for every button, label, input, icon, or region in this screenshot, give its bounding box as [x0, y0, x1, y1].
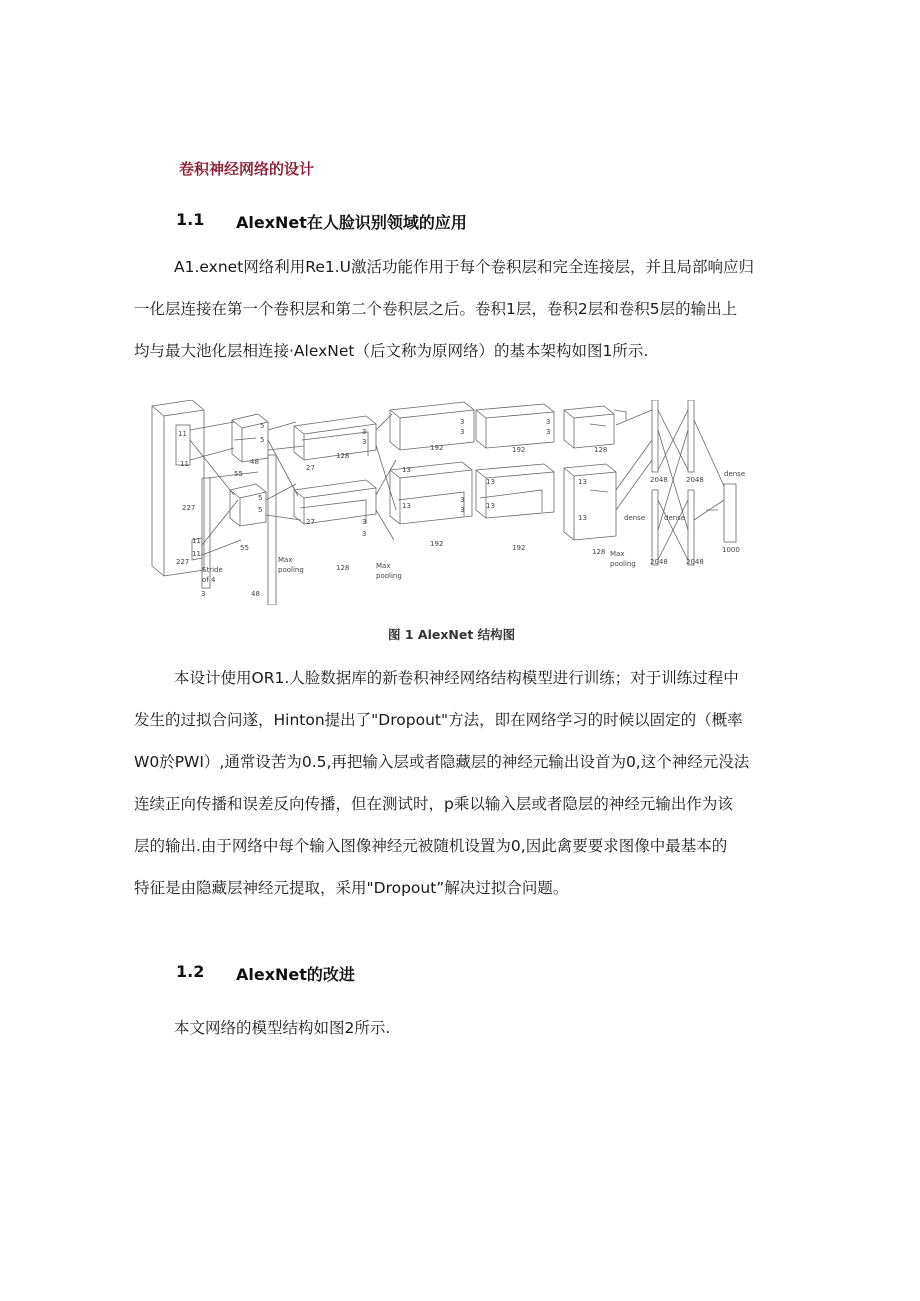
- paragraph-line: 均与最大池化层相连接·AlexNet（后文称为原网络）的基本架构如图1所示.: [134, 342, 649, 360]
- figure-label: 227: [182, 504, 196, 512]
- paragraph-line: 连续正向传播和误差反向传播，但在测试时，p乘以输入层或者隐层的神经元输出作为该: [134, 795, 733, 813]
- figure-label: 3: [460, 428, 465, 436]
- figure-label: 1000: [722, 546, 740, 554]
- alexnet-architecture-figure: [146, 400, 756, 605]
- figure-label: 13: [402, 502, 411, 510]
- figure-label: 48: [250, 458, 259, 466]
- figure-label: 2048: [650, 476, 668, 484]
- figure-label: 3: [460, 418, 465, 426]
- paragraph-line: 本文网络的模型结构如图2所示.: [174, 1019, 391, 1037]
- figure-label: Max: [278, 556, 293, 564]
- figure-label: 5: [260, 436, 265, 444]
- figure-1-caption: 图 1 AlexNet 结构图: [388, 627, 516, 642]
- figure-label: 3: [546, 428, 551, 436]
- figure-label: 5: [258, 506, 263, 514]
- figure-label: 11: [192, 537, 201, 545]
- figure-label: 192: [512, 544, 526, 552]
- figure-label: 227: [176, 558, 190, 566]
- figure-label: 192: [430, 540, 444, 548]
- figure-label: 3: [362, 518, 367, 526]
- figure-label: 3: [546, 418, 551, 426]
- figure-label: Max: [610, 550, 625, 558]
- figure-label: 5: [258, 494, 263, 502]
- section-title: AlexNet的改进: [236, 965, 355, 984]
- figure-label: Max: [376, 562, 391, 570]
- paragraph-line: W0於PWI）,通常设苦为0.5,再把输入层或者隐藏层的神经元输出设首为0,这个神经元没法: [134, 753, 750, 771]
- paragraph-line: A1.exnet网络利用Re1.U激活功能作用于每个卷积层和完全连接层，并且局部响应归: [174, 258, 755, 276]
- figure-label: 27: [306, 518, 315, 526]
- figure-label: dense: [664, 514, 686, 522]
- figure-label: 27: [306, 464, 315, 472]
- paragraph-line: 发生的过拟合问遂，Hinton提出了"Dropout"方法，即在网络学习的时候以固定的（概率: [134, 711, 743, 729]
- figure-label: 192: [430, 444, 444, 452]
- figure-label: of 4: [202, 576, 216, 584]
- paragraph-3: [134, 1007, 790, 1049]
- figure-label: 48: [251, 590, 260, 598]
- figure-label: 3: [362, 428, 367, 436]
- figure-label: 55: [234, 470, 243, 478]
- paragraph-2: [134, 657, 790, 909]
- chapter-title: 卷积神经网络的设计: [179, 160, 315, 178]
- figure-label: dense: [724, 470, 746, 478]
- figure-label: pooling: [278, 566, 304, 574]
- figure-label: 13: [578, 478, 587, 486]
- figure-label: 192: [512, 446, 526, 454]
- figure-label: 11: [178, 430, 187, 438]
- figure-label: 13: [486, 502, 495, 510]
- figure-label: pooling: [610, 560, 636, 568]
- figure-label: 128: [336, 564, 350, 572]
- section-number: 1.2: [176, 962, 205, 981]
- paragraph-line: 特征是由隐藏层神经元提取，采用"Dropout”解决过拟合问题。: [134, 879, 569, 897]
- figure-label: 11: [180, 460, 189, 468]
- figure-label: 3: [362, 530, 367, 538]
- figure-label: 128: [594, 446, 608, 454]
- figure-label: 3: [362, 438, 367, 446]
- figure-label: 55: [240, 544, 249, 552]
- section-title: AlexNet在人脸识别领域的应用: [236, 213, 467, 232]
- figure-label: 11: [192, 550, 201, 558]
- figure-label: 3: [460, 496, 465, 504]
- figure-label: 3: [201, 590, 206, 598]
- figure-label: 2048: [686, 558, 704, 566]
- paragraph-1: [134, 246, 790, 372]
- figure-label: 2048: [650, 558, 668, 566]
- figure-label: Stride: [202, 566, 223, 574]
- figure-label: dense: [624, 514, 646, 522]
- figure-label: 13: [578, 514, 587, 522]
- paragraph-line: 本设计使用OR1.人脸数据库的新卷积神经网络结构模型进行训练；对于训练过程中: [174, 669, 739, 687]
- paragraph-line: 层的输出.由于网络中每个输入图像神经元被随机设置为0,因此禽要要求图像中最基本的: [134, 837, 728, 855]
- figure-label: 13: [402, 466, 411, 474]
- figure-label: 2048: [686, 476, 704, 484]
- figure-label: 128: [592, 548, 606, 556]
- paragraph-line: 一化层连接在第一个卷积层和第二个卷积层之后。卷积1层，卷积2层和卷积5层的输出上: [134, 300, 738, 318]
- figure-label: 128: [336, 452, 350, 460]
- figure-label: 13: [486, 478, 495, 486]
- section-number: 1.1: [176, 210, 205, 229]
- figure-label: 3: [460, 506, 465, 514]
- figure-label: pooling: [376, 572, 402, 580]
- figure-label: 5: [260, 422, 265, 430]
